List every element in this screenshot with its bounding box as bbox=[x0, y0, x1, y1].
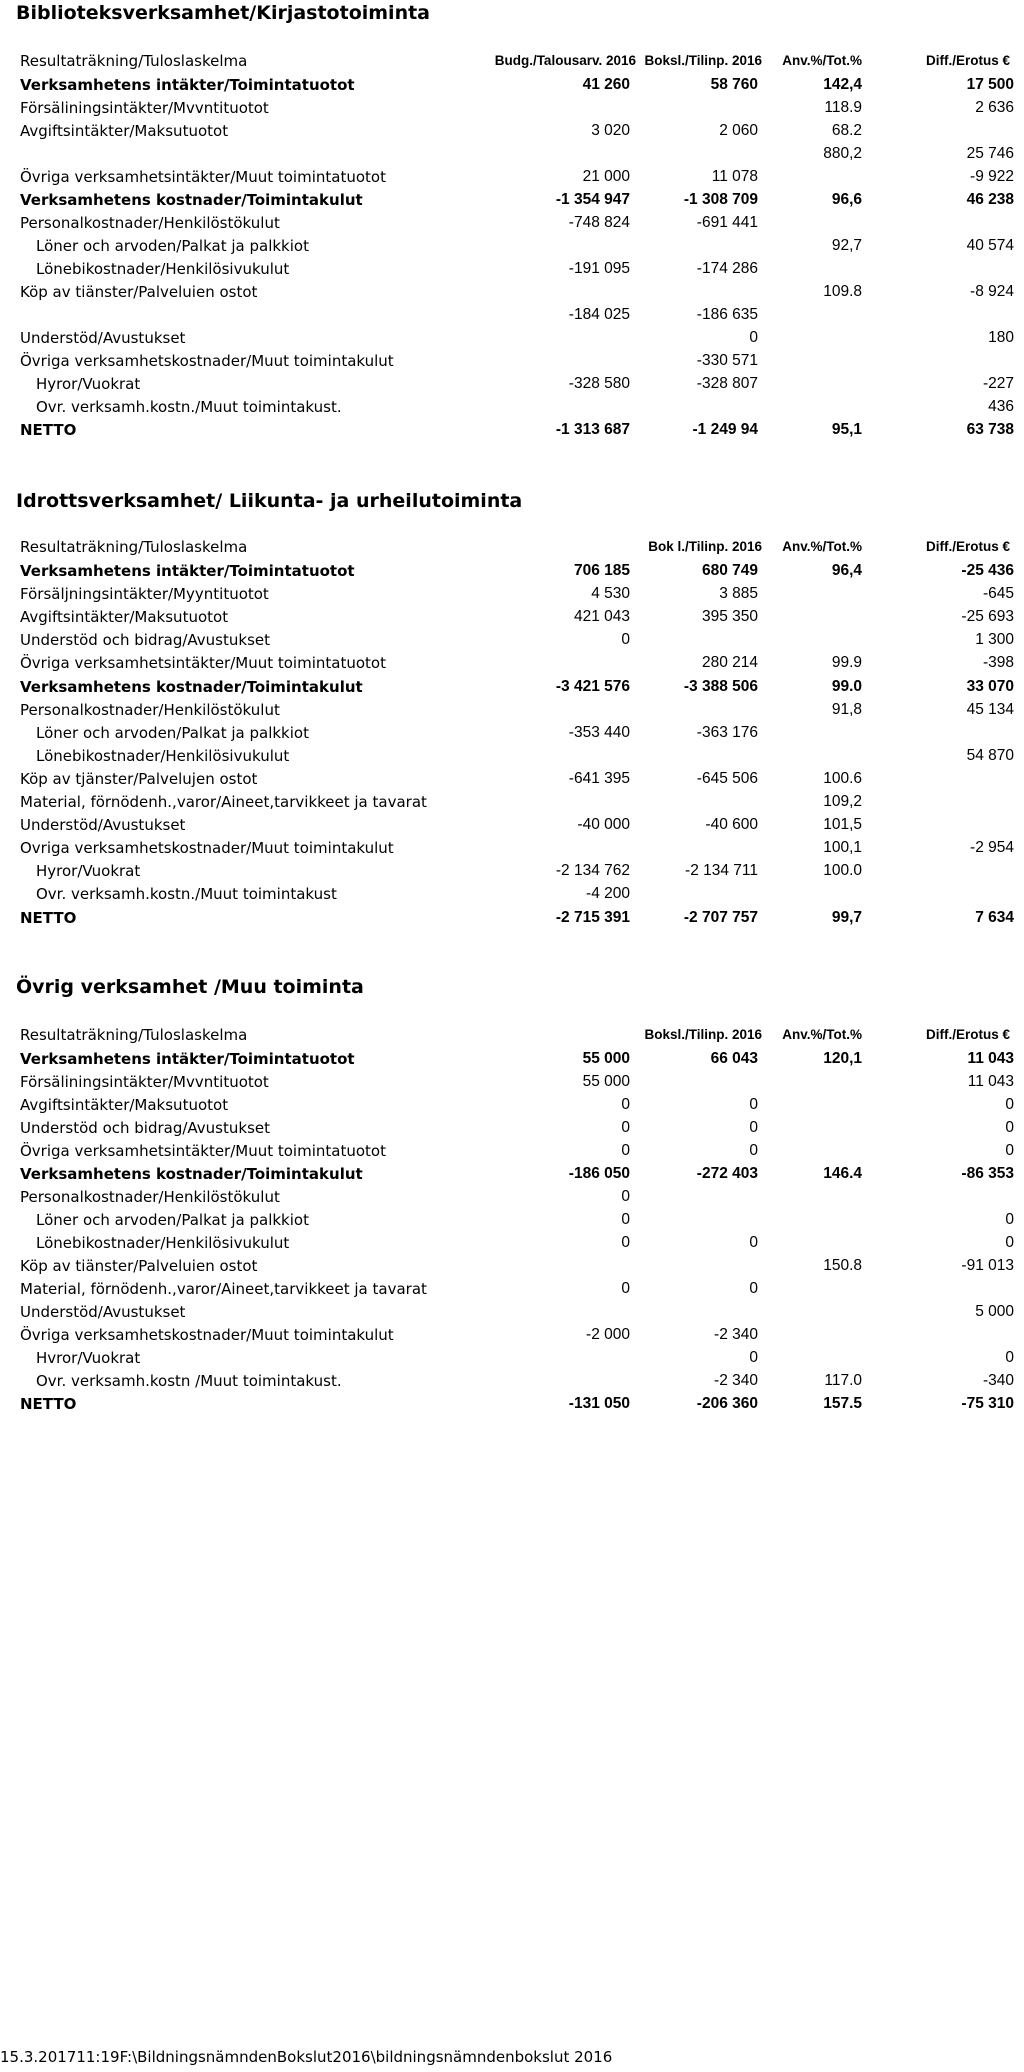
sports-cell-pct: 100.0 bbox=[823, 862, 862, 880]
other-cell-actual: 0 bbox=[749, 1096, 758, 1113]
library-cell-budget: -1 354 947 bbox=[555, 191, 630, 208]
other-row-label: Understöd/Avustukset bbox=[20, 1303, 186, 1321]
other-row-label: Övriga verksamhetsintäkter/Muut toimintatuotot bbox=[20, 1142, 386, 1160]
library-row-label: Löner och arvoden/Palkat ja palkkiot bbox=[36, 237, 309, 255]
sports-row-label: Material, förnödenh.,varor/Aineet,tarvikkeet ja tavarat bbox=[20, 793, 427, 811]
sports-row-label: Personalkostnader/Henkilöstökulut bbox=[20, 700, 280, 719]
other-cell-pct: 117.0 bbox=[824, 1372, 862, 1389]
library-cell-pct: 95,1 bbox=[831, 421, 862, 438]
sports-row-label: Verksamhetens intäkter/Toimintatuotot bbox=[20, 562, 355, 580]
sports-cell-actual: 395 350 bbox=[701, 608, 758, 626]
library-cell-diff: 40 574 bbox=[966, 237, 1014, 254]
other-cell-budget: 0 bbox=[621, 1119, 630, 1136]
other-row-label: Material, förnödenh.,varor/Aineet,tarvikkeet ja tavarat bbox=[20, 1280, 427, 1298]
library-cell-actual: -1 308 709 bbox=[683, 191, 758, 208]
other-row-label: Verksamhetens intäkter/Toimintatuotot bbox=[20, 1050, 355, 1068]
sports-cell-diff: -645 bbox=[982, 585, 1014, 603]
other-row-label: Hvror/Vuokrat bbox=[36, 1349, 141, 1367]
library-cell-pct: 96,6 bbox=[831, 191, 862, 208]
library-cell-diff: -8 924 bbox=[970, 283, 1014, 300]
other-row-label: Köp av tiänster/Palveluien ostot bbox=[20, 1257, 258, 1275]
sports-cell-diff: -25 436 bbox=[961, 562, 1014, 579]
library-row-label: Lönebikostnader/Henkilösivukulut bbox=[36, 260, 290, 278]
other-cell-budget: -2 000 bbox=[586, 1326, 630, 1343]
other-cell-budget: 0 bbox=[621, 1096, 630, 1113]
library-row-label: NETTO bbox=[20, 421, 77, 439]
other-row-label: Övriga verksamhetskostnader/Muut toimintakulut bbox=[20, 1326, 394, 1344]
library-cell-diff: 180 bbox=[988, 329, 1014, 346]
other-cell-budget: 0 bbox=[621, 1234, 630, 1251]
sports-row-label: Köp av tjänster/Palvelujen ostot bbox=[20, 769, 258, 788]
other-cell-pct: 157.5 bbox=[823, 1395, 862, 1412]
sports-cell-diff: -2 954 bbox=[970, 839, 1014, 857]
sports-cell-pct: 91,8 bbox=[831, 700, 862, 718]
library-cell-diff: 2 636 bbox=[975, 99, 1014, 116]
library-row-label: Understöd/Avustukset bbox=[20, 329, 186, 347]
sports-row-label: Ovr. verksamh.kostn./Muut toimintakust bbox=[36, 885, 337, 904]
sports-cell-actual: -363 176 bbox=[696, 723, 758, 741]
other-header-actual: Boksl./Tilinp. 2016 bbox=[644, 1027, 762, 1042]
sports-cell-pct: 109,2 bbox=[823, 793, 862, 810]
other-cell-budget: 0 bbox=[621, 1280, 630, 1297]
other-cell-pct: 146.4 bbox=[823, 1165, 862, 1182]
sports-row-label: Hyror/Vuokrat bbox=[36, 862, 141, 881]
library-cell-budget: -191 095 bbox=[568, 260, 630, 277]
library-cell-actual: -1 249 94 bbox=[692, 421, 758, 438]
sports-header-actual: Bok l./Tilinp. 2016 bbox=[648, 539, 762, 554]
library-cell-budget: -328 580 bbox=[568, 375, 630, 392]
library-header-actual: Boksl./Tilinp. 2016 bbox=[644, 53, 762, 68]
other-row-label: NETTO bbox=[20, 1395, 77, 1413]
other-cell-actual: 0 bbox=[749, 1280, 758, 1297]
sports-row-label: Understöd/Avustukset bbox=[20, 816, 186, 835]
other-row-label: Understöd och bidrag/Avustukset bbox=[20, 1119, 270, 1137]
library-row-label: Hyror/Vuokrat bbox=[36, 375, 141, 393]
sports-cell-budget: 706 185 bbox=[573, 562, 630, 579]
other-cell-diff: 11 043 bbox=[967, 1073, 1014, 1090]
library-header-diff: Diff./Erotus € bbox=[925, 53, 1010, 68]
library-cell-actual: -174 286 bbox=[696, 260, 758, 277]
sports-cell-budget: 0 bbox=[621, 631, 630, 649]
other-cell-budget: 0 bbox=[621, 1142, 630, 1159]
other-cell-diff: -91 013 bbox=[961, 1257, 1014, 1274]
sports-cell-budget: -40 000 bbox=[577, 816, 630, 834]
library-cell-budget: -748 824 bbox=[568, 214, 630, 231]
other-row-label: Personalkostnader/Henkilöstökulut bbox=[20, 1188, 280, 1206]
sports-cell-actual: -3 388 506 bbox=[683, 677, 758, 695]
other-cell-actual: -206 360 bbox=[696, 1395, 758, 1412]
sports-cell-diff: 7 634 bbox=[975, 908, 1014, 926]
other-row-label: Försäliningsintäkter/Mvvntituotot bbox=[20, 1073, 269, 1091]
library-cell-actual: 58 760 bbox=[710, 76, 758, 93]
sports-cell-pct: 96,4 bbox=[831, 562, 862, 579]
sports-cell-actual: 3 885 bbox=[719, 585, 758, 603]
sports-row-label: Ovriga verksamhetskostnader/Muut toimintakulut bbox=[20, 839, 394, 858]
other-cell-budget: 55 000 bbox=[582, 1050, 630, 1067]
other-row-label: Ovr. verksamh.kostn /Muut toimintakust. bbox=[36, 1372, 342, 1390]
other-section-title: Övrig verksamhet /Muu toiminta bbox=[16, 976, 364, 998]
library-cell-pct: 880,2 bbox=[823, 145, 862, 162]
other-row-label: Lönebikostnader/Henkilösivukulut bbox=[36, 1234, 290, 1252]
sports-cell-actual: -2 707 757 bbox=[683, 908, 758, 926]
sports-cell-actual: -40 600 bbox=[705, 816, 758, 834]
sports-header-diff: Diff./Erotus € bbox=[925, 539, 1010, 554]
sports-cell-diff: 45 134 bbox=[966, 700, 1014, 718]
sports-row-label: Lönebikostnader/Henkilösivukulut bbox=[36, 746, 290, 765]
sports-cell-diff: 54 870 bbox=[966, 746, 1014, 764]
library-cell-budget: -184 025 bbox=[568, 306, 630, 323]
sports-row-label: Försäljningsintäkter/Myyntituotot bbox=[20, 585, 269, 604]
other-cell-budget: 0 bbox=[621, 1188, 630, 1205]
library-cell-budget: 21 000 bbox=[582, 168, 630, 185]
other-cell-diff: -86 353 bbox=[961, 1165, 1014, 1182]
library-cell-budget: 41 260 bbox=[582, 76, 630, 93]
other-cell-diff: 0 bbox=[1005, 1096, 1014, 1113]
library-row-label: Köp av tiänster/Palveluien ostot bbox=[20, 283, 258, 301]
library-cell-actual: -330 571 bbox=[696, 352, 758, 369]
library-row-label: Avgiftsintäkter/Maksutuotot bbox=[20, 122, 229, 140]
library-cell-pct: 142,4 bbox=[823, 76, 862, 93]
library-cell-actual: 0 bbox=[749, 329, 758, 346]
library-row-label: Försäliningsintäkter/Mvvntituotot bbox=[20, 99, 269, 117]
library-header-label: Resultaträkning/Tuloslaskelma bbox=[20, 52, 248, 70]
sports-cell-diff: 33 070 bbox=[966, 677, 1014, 695]
sports-cell-diff: -398 bbox=[982, 654, 1014, 672]
other-cell-budget: 0 bbox=[621, 1211, 630, 1228]
sports-row-label: Understöd och bidrag/Avustukset bbox=[20, 631, 270, 650]
library-cell-budget: -1 313 687 bbox=[555, 421, 630, 438]
sports-cell-budget: -2 134 762 bbox=[555, 862, 630, 880]
sports-cell-diff: -25 693 bbox=[961, 608, 1014, 626]
library-row-label: Övriga verksamhetskostnader/Muut toimintakulut bbox=[20, 352, 394, 370]
other-row-label: Verksamhetens kostnader/Toimintakulut bbox=[20, 1165, 363, 1183]
other-cell-actual: 0 bbox=[749, 1349, 758, 1366]
other-cell-budget: -131 050 bbox=[568, 1395, 630, 1412]
sports-section-title: Idrottsverksamhet/ Liikunta- ja urheilutoiminta bbox=[16, 490, 523, 512]
other-row-label: Avgiftsintäkter/Maksutuotot bbox=[20, 1096, 229, 1114]
sports-cell-pct: 99.9 bbox=[831, 654, 862, 672]
library-cell-diff: 63 738 bbox=[966, 421, 1014, 438]
other-cell-actual: -2 340 bbox=[714, 1372, 758, 1389]
other-cell-actual: 0 bbox=[749, 1234, 758, 1251]
other-cell-diff: 0 bbox=[1005, 1142, 1014, 1159]
other-header-pct: Anv.%/Tot.% bbox=[782, 1027, 862, 1042]
library-cell-actual: 11 078 bbox=[711, 168, 758, 185]
sports-cell-budget: -2 715 391 bbox=[555, 908, 630, 926]
other-cell-budget: -186 050 bbox=[568, 1165, 630, 1182]
sports-row-label: Löner och arvoden/Palkat ja palkkiot bbox=[36, 723, 309, 742]
other-cell-actual: 0 bbox=[749, 1142, 758, 1159]
other-cell-pct: 120,1 bbox=[823, 1050, 862, 1067]
other-cell-diff: 5 000 bbox=[975, 1303, 1014, 1320]
file-path-footer: 15.3.201711:19F:\BildningsnämndenBokslut2016\bildningsnämndenbokslut 2016 bbox=[0, 2048, 613, 2066]
sports-cell-pct: 99.0 bbox=[831, 677, 862, 695]
sports-cell-actual: -645 506 bbox=[696, 769, 758, 787]
sports-cell-budget: -3 421 576 bbox=[555, 677, 630, 695]
sports-header-label: Resultaträkning/Tuloslaskelma bbox=[20, 538, 248, 556]
other-row-label: Löner och arvoden/Palkat ja palkkiot bbox=[36, 1211, 309, 1229]
library-cell-actual: -691 441 bbox=[696, 214, 758, 231]
sports-cell-budget: -353 440 bbox=[568, 723, 630, 741]
other-cell-actual: -272 403 bbox=[696, 1165, 758, 1182]
library-section-title: Biblioteksverksamhet/Kirjastotoiminta bbox=[16, 2, 431, 24]
library-header-pct: Anv.%/Tot.% bbox=[782, 53, 862, 68]
library-cell-pct: 109.8 bbox=[823, 283, 862, 300]
sports-cell-budget: 4 530 bbox=[591, 585, 630, 603]
library-cell-diff: 17 500 bbox=[966, 76, 1014, 93]
library-cell-pct: 68.2 bbox=[831, 122, 862, 139]
library-row-label: Övriga verksamhetsintäkter/Muut toimintatuotot bbox=[20, 168, 386, 186]
sports-cell-actual: -2 134 711 bbox=[685, 862, 758, 880]
other-cell-budget: 55 000 bbox=[582, 1073, 630, 1090]
library-cell-pct: 92,7 bbox=[831, 237, 862, 254]
sports-cell-pct: 101,5 bbox=[823, 816, 862, 834]
other-cell-diff: 11 043 bbox=[967, 1050, 1014, 1067]
library-cell-diff: 25 746 bbox=[966, 145, 1014, 162]
library-cell-diff: 436 bbox=[988, 398, 1014, 415]
library-row-label: Verksamhetens kostnader/Toimintakulut bbox=[20, 191, 363, 209]
sports-cell-actual: 680 749 bbox=[701, 562, 758, 579]
sports-row-label: NETTO bbox=[20, 908, 77, 927]
library-cell-actual: 2 060 bbox=[719, 122, 758, 139]
other-cell-actual: -2 340 bbox=[714, 1326, 758, 1343]
sports-cell-pct: 99,7 bbox=[831, 908, 862, 926]
sports-cell-budget: -641 395 bbox=[568, 769, 630, 787]
sports-row-label: Övriga verksamhetsintäkter/Muut toimintatuotot bbox=[20, 654, 386, 673]
library-row-label: Personalkostnader/Henkilöstökulut bbox=[20, 214, 280, 232]
other-cell-diff: 0 bbox=[1005, 1119, 1014, 1136]
other-cell-actual: 66 043 bbox=[710, 1050, 758, 1067]
library-cell-pct: 118.9 bbox=[824, 99, 862, 116]
other-cell-diff: -340 bbox=[982, 1372, 1014, 1389]
sports-header-pct: Anv.%/Tot.% bbox=[782, 539, 862, 554]
library-row-label: Verksamhetens intäkter/Toimintatuotot bbox=[20, 76, 355, 94]
sports-cell-pct: 100.6 bbox=[823, 769, 862, 787]
library-cell-diff: -227 bbox=[982, 375, 1014, 392]
other-cell-actual: 0 bbox=[749, 1119, 758, 1136]
other-header-label: Resultaträkning/Tuloslaskelma bbox=[20, 1026, 248, 1044]
library-row-label: Ovr. verksamh.kostn./Muut toimintakust. bbox=[36, 398, 342, 416]
sports-cell-budget: -4 200 bbox=[586, 885, 630, 903]
other-cell-diff: 0 bbox=[1005, 1234, 1014, 1251]
sports-cell-actual: 280 214 bbox=[701, 654, 758, 672]
library-cell-actual: -186 635 bbox=[696, 306, 758, 323]
library-cell-actual: -328 807 bbox=[696, 375, 758, 392]
sports-cell-budget: 421 043 bbox=[573, 608, 630, 626]
library-header-budget: Budg./Talousarv. 2016 bbox=[494, 53, 636, 68]
other-cell-pct: 150.8 bbox=[823, 1257, 862, 1274]
library-cell-budget: 3 020 bbox=[591, 122, 630, 139]
other-cell-diff: 0 bbox=[1005, 1211, 1014, 1228]
other-header-diff: Diff./Erotus € bbox=[925, 1027, 1010, 1042]
sports-cell-diff: 1 300 bbox=[975, 631, 1014, 649]
library-cell-diff: -9 922 bbox=[970, 168, 1014, 185]
sports-row-label: Avgiftsintäkter/Maksutuotot bbox=[20, 608, 229, 627]
library-cell-diff: 46 238 bbox=[966, 191, 1014, 208]
other-cell-diff: 0 bbox=[1005, 1349, 1014, 1366]
sports-row-label: Verksamhetens kostnader/Toimintakulut bbox=[20, 677, 363, 696]
other-cell-diff: -75 310 bbox=[961, 1395, 1014, 1412]
sports-cell-pct: 100,1 bbox=[823, 839, 862, 857]
